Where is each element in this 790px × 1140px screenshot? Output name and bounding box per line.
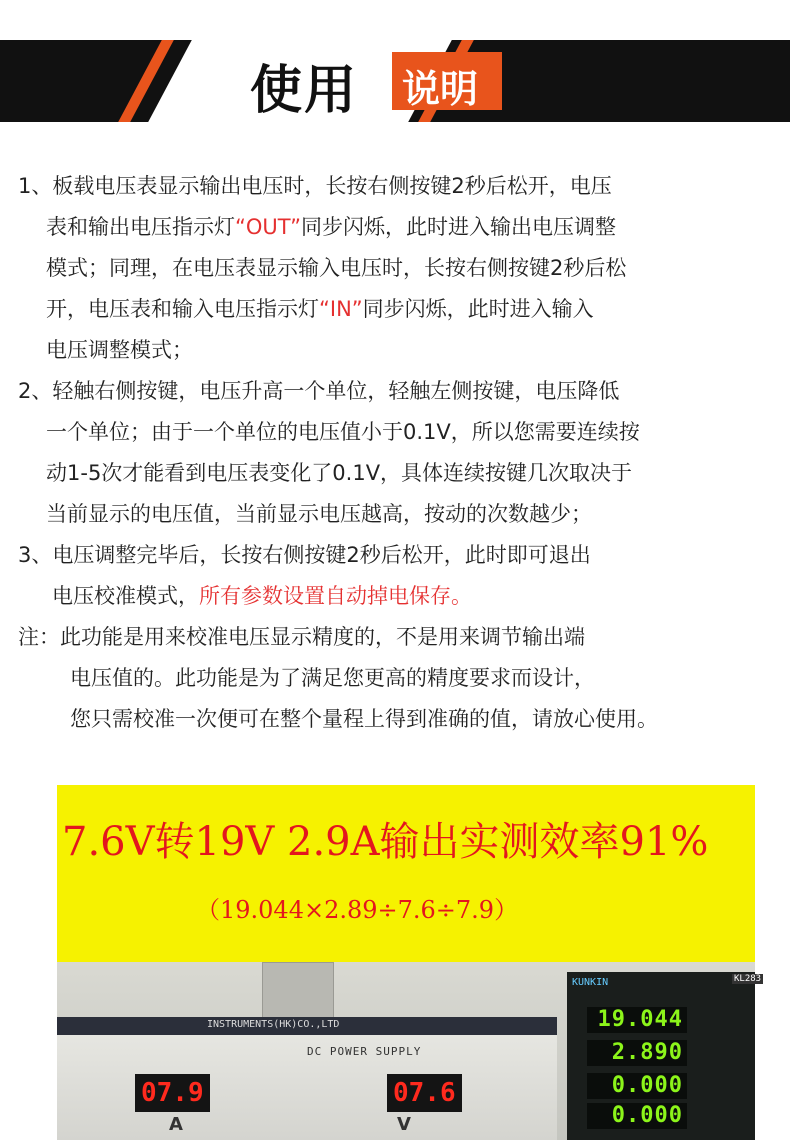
current-display: 07.9 <box>135 1074 210 1112</box>
efficiency-headline: 7.6V转19V 2.9A输出实测效率91% <box>62 819 709 865</box>
meter-reading-voltage: 19.044 <box>587 1007 687 1033</box>
out-indicator-label: “OUT” <box>235 215 302 239</box>
power-supply-label: DC POWER SUPPLY <box>307 1045 422 1058</box>
instruction-2-line-3: 动1-5次才能看到电压表变化了0.1V，具体连续按键几次取决于 <box>46 461 633 485</box>
note-line-3: 您只需校准一次便可在整个量程上得到准确的值，请放心使用。 <box>70 707 658 731</box>
in-indicator-label: “IN” <box>319 297 363 321</box>
test-equipment-photo <box>57 962 762 1140</box>
instruction-1-line-4: 开，电压表和输入电压指示灯“IN”同步闪烁，此时进入输入 <box>46 297 594 321</box>
efficiency-formula: （19.044×2.89÷7.6÷7.9） <box>196 896 519 924</box>
page-title-accent: 说明 <box>402 67 479 111</box>
power-supply-brand: INSTRUMENTS(HK)CO.,LTD <box>207 1019 340 1030</box>
instruction-3-line-1: 3、电压调整完毕后，长按右侧按键2秒后松开，此时即可退出 <box>18 543 591 567</box>
page-title: 使用 <box>250 61 359 121</box>
instruction-1-line-2: 表和输出电压指示灯“OUT”同步闪烁，此时进入输出电压调整 <box>46 215 617 239</box>
voltage-display: 07.6 <box>387 1074 462 1112</box>
meter-reading-3: 0.000 <box>587 1073 687 1099</box>
meter-reading-4: 0.000 <box>587 1103 687 1129</box>
auto-save-highlight: 所有参数设置自动掉电保存。 <box>199 584 472 608</box>
meter-brand: KUNKIN <box>572 977 609 988</box>
header-banner <box>0 40 790 122</box>
note-line-2: 电压值的。此功能是为了满足您更高的精度要求而设计， <box>70 666 595 690</box>
instruction-2-line-4: 当前显示的电压值，当前显示电压越高，按动的次数越少； <box>46 502 592 526</box>
instruction-1-line-5: 电压调整模式； <box>46 338 193 362</box>
meter-reading-current: 2.890 <box>587 1040 687 1066</box>
instruction-1-line-3: 模式；同理，在电压表显示输入电压时，长按右侧按键2秒后松 <box>46 256 627 280</box>
voltage-unit: V <box>397 1114 411 1135</box>
meter-model: KL283 <box>734 974 762 984</box>
instruction-2-line-2: 一个单位；由于一个单位的电压值小于0.1V，所以您需要连续按 <box>46 420 640 444</box>
note-line-1: 注：此功能是用来校准电压显示精度的，不是用来调节输出端 <box>18 625 585 649</box>
instruction-1-line-1: 1、板载电压表显示输出电压时，长按右侧按键2秒后松开，电压 <box>18 174 612 198</box>
metal-bracket <box>262 962 334 1019</box>
power-supply-panel <box>57 1017 557 1140</box>
instruction-3-line-2: 电压校准模式，所有参数设置自动掉电保存。 <box>52 584 472 608</box>
instruction-2-line-1: 2、轻触右侧按键，电压升高一个单位，轻触左侧按键，电压降低 <box>18 379 620 403</box>
current-unit: A <box>169 1114 183 1135</box>
